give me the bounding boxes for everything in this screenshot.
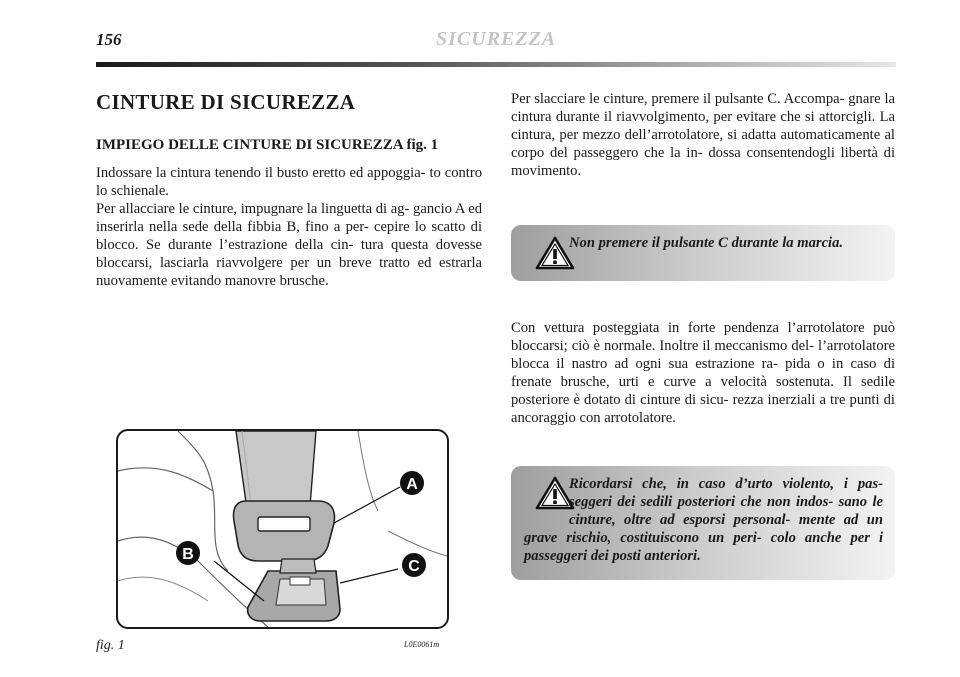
right-column-lower xyxy=(511,319,895,427)
warning-text-rear-passengers: Ricordarsi che, in caso d’urto violento, i pas- seggeri dei sedili posteriori che non indos- sano le cinture, oltre ad esporsi personal- mente ad un grave rischio, costituiscono un peri- colo anche per i passeggeri dei posti anteriori. xyxy=(524,476,883,564)
right-column xyxy=(511,90,895,180)
paragraph-retractor: Con vettura posteggiata in forte pendenza l’arrotolatore può bloccarsi; ciò è normale. Inoltre il meccanismo del- l’arrotolatore blocca il nastro ad ogni sua estrazione ra- pida o in caso di frenate brusche, urti e curve a velocità sostenuta. Il sedile posteriore è dotato di cinture di sicu- rezza inerziali a tre punti di ancoraggio con arrotolatore. xyxy=(511,320,895,426)
figure-code: L0E0061m xyxy=(404,640,440,649)
header-rule xyxy=(96,62,896,67)
callout-c-label: C xyxy=(408,558,420,575)
callout-b-label: B xyxy=(182,546,194,563)
paragraph-intro: Indossare la cintura tenendo il busto eretto ed appoggia- to contro lo schienale. xyxy=(96,165,482,199)
callout-a-label: A xyxy=(406,476,418,493)
paragraph-fastening: Per allacciare le cinture, impugnare la linguetta di ag- gancio A ed inserirla nella sede della fibbia B, fino a per- cepire lo scatto di blocco. Se durante l’estrazione della cin- tura questa dovesse bloccarsi, lasciarla riavvolgere per un breve tratto ed estrarla nuovamente evitando manovre brusche. xyxy=(96,201,482,289)
seatbelt-figure xyxy=(116,429,449,629)
main-title: CINTURE DI SICUREZZA xyxy=(96,90,356,114)
page-number: 156 xyxy=(96,30,122,49)
warning-text-button: Non premere il pulsante C durante la marcia. xyxy=(569,235,844,251)
paragraph-release: Per slacciare le cinture, premere il pulsante C. Accompa- gnare la cintura durante il riavvolgimento, per evitare che si attorcigli. La cintura, per mezzo dell’arrotolatore, si adatta automaticamente al corpo del passeggero che la in- dossa consentendogli libertà di movimento. xyxy=(511,91,895,179)
seatbelt-illustration xyxy=(118,431,447,627)
figure-caption: fig. 1 xyxy=(96,638,125,653)
left-column xyxy=(96,90,482,290)
warning-box-button xyxy=(511,225,895,281)
section-header: SICUREZZA xyxy=(436,28,557,50)
warning-box-rear-passengers xyxy=(511,466,895,580)
subtitle: IMPIEGO DELLE CINTURE DI SICUREZZA fig. 1 xyxy=(96,137,439,153)
